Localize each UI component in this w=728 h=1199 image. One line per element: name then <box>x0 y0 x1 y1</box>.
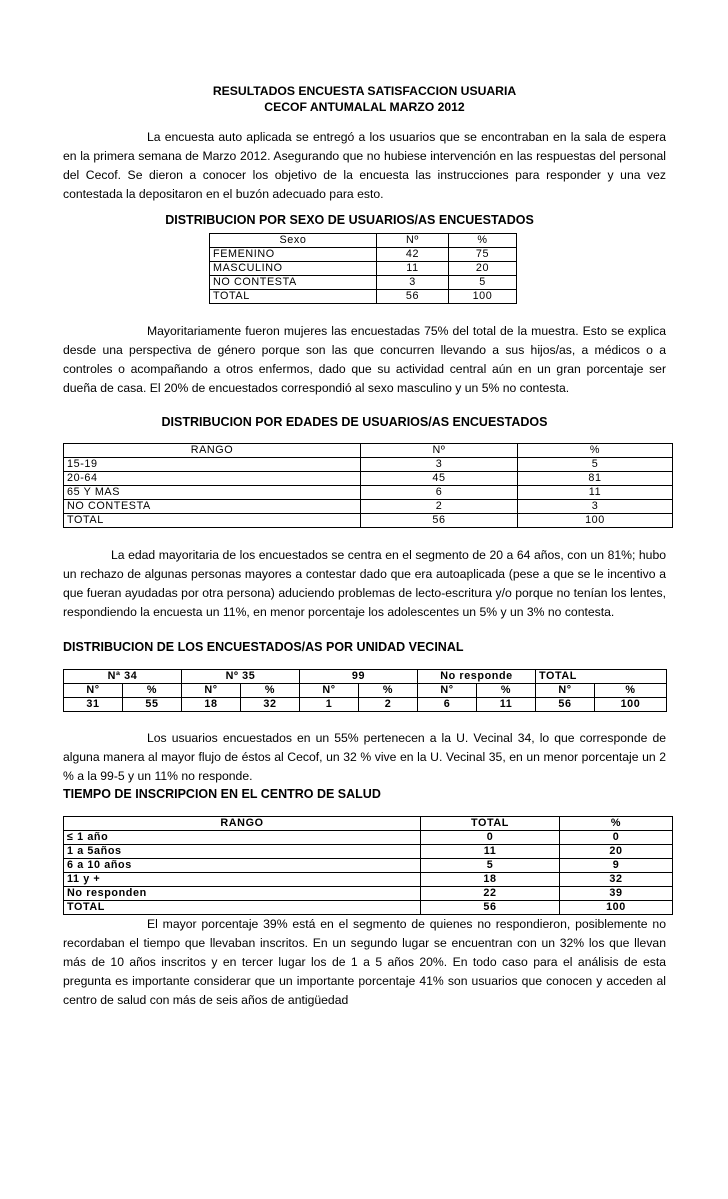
col-header: Sexo <box>210 234 377 248</box>
vecinal-comment: Los usuarios encuestados en un 55% pertenecen a la U. Vecinal 34, lo que corresponde de alguna manera al mayor flujo de éstos al Cecof, un 32 % vive en la U. Vecinal 35, en un menor porcentaje un 2 % a la 99-5 y un 11% no responde. <box>63 731 666 783</box>
table-cell: 5 <box>449 276 517 290</box>
table-cell: 15-19 <box>64 458 361 472</box>
col-header: % <box>449 234 517 248</box>
table-header-row <box>64 817 673 831</box>
table-cell: % <box>595 684 667 698</box>
table-cell: TOTAL <box>210 290 377 304</box>
table-cell: ≤ 1 año <box>64 831 421 845</box>
col-header: % <box>560 817 673 831</box>
col-header: RANGO <box>64 817 421 831</box>
col-header: Nº <box>361 444 518 458</box>
vecinal-table <box>63 669 667 712</box>
table-row <box>64 698 667 712</box>
inscripcion-table <box>63 816 673 915</box>
table-cell: 32 <box>241 698 300 712</box>
table-cell: 3 <box>361 458 518 472</box>
table-cell: 31 <box>64 698 123 712</box>
col-header: % <box>518 444 673 458</box>
table-cell: 22 <box>421 887 560 901</box>
table-header-row <box>64 670 667 684</box>
table-cell: 18 <box>421 873 560 887</box>
table-cell: TOTAL <box>64 514 361 528</box>
sexo-comment: Mayoritariamente fueron mujeres las encuestadas 75% del total de la muestra. Esto se explica desde una perspectiva de género porque son las que concurren llevando a sus hijos/as, a médicos o a controles o acompañando a otros enfermos, dado que su actividad central aún en un gran porcentaje ser dueña de casa. El 20% de encuestados correspondió al sexo masculino y un 5% no contesta. <box>63 324 666 395</box>
table-cell: 20 <box>449 262 517 276</box>
table-cell: % <box>477 684 536 698</box>
table-cell: 55 <box>123 698 182 712</box>
table-cell: % <box>241 684 300 698</box>
edades-heading: DISTRIBUCION POR EDADES DE USUARIOS/AS ENCUESTADOS <box>161 415 548 429</box>
table-cell: % <box>359 684 418 698</box>
table-cell: 56 <box>421 901 560 915</box>
table-cell: N° <box>64 684 123 698</box>
table-row <box>64 500 673 514</box>
col-header: No responde <box>418 670 536 684</box>
table-cell: 0 <box>421 831 560 845</box>
table-row <box>64 831 673 845</box>
table-row <box>210 262 517 276</box>
table-cell: 3 <box>377 276 449 290</box>
table-row <box>64 887 673 901</box>
table-cell: 75 <box>449 248 517 262</box>
table-row <box>64 859 673 873</box>
document-page <box>63 83 666 1010</box>
col-header: TOTAL <box>536 670 667 684</box>
table-cell: NO CONTESTA <box>64 500 361 514</box>
table-subheader-row <box>64 684 667 698</box>
table-cell: TOTAL <box>64 901 421 915</box>
document-title <box>63 83 666 115</box>
table-cell: 6 <box>418 698 477 712</box>
table-cell: 3 <box>518 500 673 514</box>
col-header: Nº <box>377 234 449 248</box>
table-cell: 0 <box>560 831 673 845</box>
table-row <box>64 458 673 472</box>
inscripcion-heading: TIEMPO DE INSCRIPCION EN EL CENTRO DE SALUD <box>63 787 381 801</box>
table-cell: 100 <box>595 698 667 712</box>
table-cell: FEMENINO <box>210 248 377 262</box>
table-cell: NO CONTESTA <box>210 276 377 290</box>
table-cell: 11 <box>377 262 449 276</box>
table-cell: 39 <box>560 887 673 901</box>
table-cell: 45 <box>361 472 518 486</box>
table-row <box>64 472 673 486</box>
table-header-row <box>64 444 673 458</box>
vecinal-heading: DISTRIBUCION DE LOS ENCUESTADOS/AS POR UNIDAD VECINAL <box>63 640 464 654</box>
edades-comment: La edad mayoritaria de los encuestados se centra en el segmento de 20 a 64 años, con un 81%; hubo un rechazo de algunas personas mayores a contestar dado que era autoaplicada (pese a que se le incentivo a que fueran ayudadas por otra persona) aduciendo problemas de lecto-escritura y/o porque no tenían los lentes, respondiendo la encuesta un 11%, en menor porcentaje los adolescentes un 5% y un 3% no contesta. <box>63 548 666 619</box>
table-cell: 81 <box>518 472 673 486</box>
col-header: TOTAL <box>421 817 560 831</box>
table-cell: 32 <box>560 873 673 887</box>
table-cell: No responden <box>64 887 421 901</box>
table-cell: N° <box>418 684 477 698</box>
table-row <box>64 486 673 500</box>
table-cell: 11 <box>477 698 536 712</box>
table-cell: 9 <box>560 859 673 873</box>
table-cell: 18 <box>182 698 241 712</box>
table-cell: 56 <box>536 698 595 712</box>
table-cell: 100 <box>449 290 517 304</box>
table-row <box>64 845 673 859</box>
table-cell: N° <box>182 684 241 698</box>
table-cell: 100 <box>518 514 673 528</box>
title-line-2: CECOF ANTUMALAL MARZO 2012 <box>264 100 465 114</box>
table-cell: 11 y + <box>64 873 421 887</box>
col-header: 99 <box>300 670 418 684</box>
col-header: RANGO <box>64 444 361 458</box>
table-cell: 11 <box>421 845 560 859</box>
table-row <box>210 276 517 290</box>
sexo-table <box>209 233 517 304</box>
table-row <box>64 873 673 887</box>
table-cell: 2 <box>359 698 418 712</box>
table-cell: 5 <box>421 859 560 873</box>
table-cell: % <box>123 684 182 698</box>
table-cell: 6 a 10 años <box>64 859 421 873</box>
table-cell: 56 <box>377 290 449 304</box>
table-cell: 56 <box>361 514 518 528</box>
intro-paragraph: La encuesta auto aplicada se entregó a los usuarios que se encontraban en la sala de espera en la primera semana de Marzo 2012. Asegurando que no hubiese intervención en las respuestas del personal del Cecof. Se dieron a conocer los objetivo de la encuesta las instrucciones para responder y una vez contestada la depositaron en el buzón adecuado para esto. <box>63 130 666 201</box>
table-row <box>64 901 673 915</box>
table-cell: N° <box>300 684 359 698</box>
table-cell: 2 <box>361 500 518 514</box>
col-header: Nº 35 <box>182 670 300 684</box>
edades-table <box>63 443 673 528</box>
col-header: Nª 34 <box>64 670 182 684</box>
table-row <box>210 290 517 304</box>
table-cell: MASCULINO <box>210 262 377 276</box>
table-cell: N° <box>536 684 595 698</box>
table-cell: 65 Y MAS <box>64 486 361 500</box>
table-row <box>64 514 673 528</box>
table-cell: 1 a 5años <box>64 845 421 859</box>
table-cell: 42 <box>377 248 449 262</box>
table-header-row <box>210 234 517 248</box>
inscripcion-comment: El mayor porcentaje 39% está en el segmento de quienes no respondieron, posiblemente no recordaban el tiempo que llevaban inscritos. En un segundo lugar se encuentran con un 32% los que llevan más de 10 años inscritos y en tercer lugar los de 1 a 5 años 20%. En todo caso para el análisis de esta pregunta es importante considerar que un importante porcentaje 41% son usuarios que conocen y acceden al centro de salud con más de seis años de antigüedad <box>63 917 666 1007</box>
table-row <box>210 248 517 262</box>
sexo-heading: DISTRIBUCION POR SEXO DE USUARIOS/AS ENCUESTADOS <box>165 213 534 227</box>
table-cell: 6 <box>361 486 518 500</box>
title-line-1: RESULTADOS ENCUESTA SATISFACCION USUARIA <box>212 84 517 98</box>
table-cell: 20-64 <box>64 472 361 486</box>
table-cell: 100 <box>560 901 673 915</box>
table-cell: 11 <box>518 486 673 500</box>
table-cell: 1 <box>300 698 359 712</box>
table-cell: 20 <box>560 845 673 859</box>
table-cell: 5 <box>518 458 673 472</box>
